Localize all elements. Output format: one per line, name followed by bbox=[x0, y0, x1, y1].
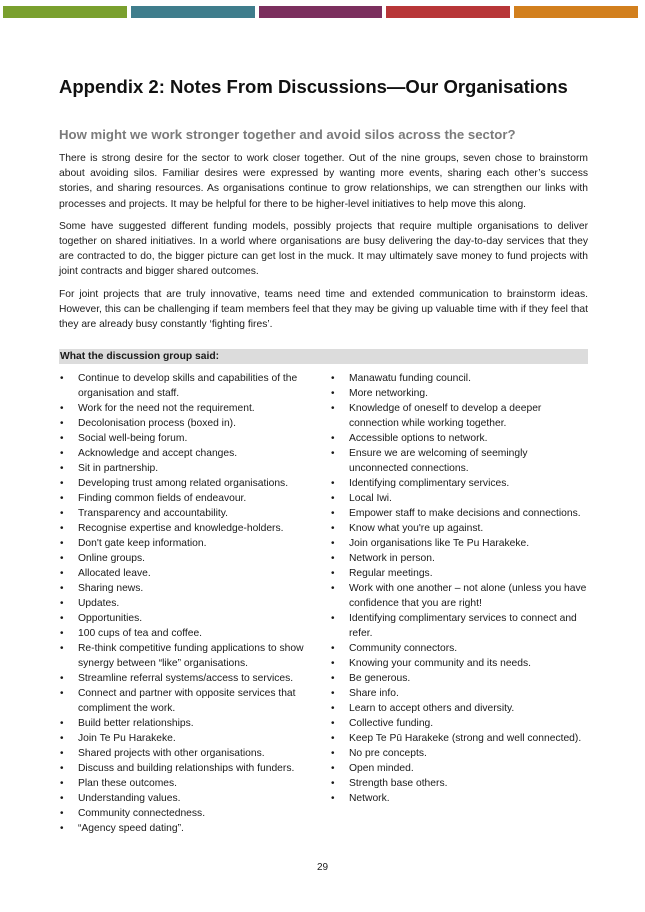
list-item-text: Keep Te Pū Harakeke (strong and well connected). bbox=[349, 733, 582, 744]
bullet-icon: • bbox=[60, 403, 64, 414]
bullet-icon: • bbox=[60, 763, 64, 774]
bullet-icon: • bbox=[331, 613, 335, 624]
list-item bbox=[330, 641, 588, 656]
list-item bbox=[330, 506, 588, 521]
list-item bbox=[59, 686, 314, 716]
list-item-text: Build better relationships. bbox=[78, 718, 194, 729]
list-item bbox=[59, 416, 314, 431]
bullet-icon: • bbox=[60, 538, 64, 549]
list-item-text: Social well-being forum. bbox=[78, 433, 188, 444]
list-item-text: Understanding values. bbox=[78, 793, 181, 804]
section-subheading: How might we work stronger together and avoid silos across the sector? bbox=[59, 127, 516, 142]
bullet-icon: • bbox=[60, 568, 64, 579]
list-item bbox=[59, 461, 314, 476]
bullet-icon: • bbox=[331, 778, 335, 789]
list-item bbox=[330, 791, 588, 806]
list-item-text: Collective funding. bbox=[349, 718, 434, 729]
bullet-icon: • bbox=[60, 643, 64, 654]
bullet-icon: • bbox=[331, 373, 335, 384]
bullet-icon: • bbox=[60, 778, 64, 789]
bullet-icon: • bbox=[331, 553, 335, 564]
list-item-text: No pre concepts. bbox=[349, 748, 427, 759]
list-item-text: Allocated leave. bbox=[78, 568, 151, 579]
bullet-icon: • bbox=[331, 673, 335, 684]
bullet-icon: • bbox=[60, 613, 64, 624]
list-item bbox=[330, 686, 588, 701]
list-item-text: Opportunities. bbox=[78, 613, 143, 624]
list-item-text: Empower staff to make decisions and connections. bbox=[349, 508, 581, 519]
bullet-icon: • bbox=[331, 658, 335, 669]
list-item-text: Be generous. bbox=[349, 673, 411, 684]
list-item bbox=[59, 566, 314, 581]
list-item-text: Continue to develop skills and capabilities of the organisation and staff. bbox=[78, 373, 298, 399]
color-bar-segment bbox=[131, 6, 255, 18]
bullet-icon: • bbox=[60, 448, 64, 459]
list-item-text: Identifying complimentary services. bbox=[349, 478, 510, 489]
list-item bbox=[330, 371, 588, 386]
bullet-icon: • bbox=[331, 718, 335, 729]
left-bullet-list bbox=[59, 371, 314, 836]
list-item bbox=[59, 446, 314, 461]
list-item-text: Network in person. bbox=[349, 553, 435, 564]
bullet-icon: • bbox=[331, 523, 335, 534]
list-item bbox=[330, 551, 588, 566]
bullet-icon: • bbox=[60, 463, 64, 474]
bullet-icon: • bbox=[331, 403, 335, 414]
list-item-text: Ensure we are welcoming of seemingly unconnected connections. bbox=[349, 448, 528, 474]
bullet-icon: • bbox=[60, 598, 64, 609]
list-item bbox=[59, 611, 314, 626]
bullet-icon: • bbox=[331, 478, 335, 489]
list-item-text: 100 cups of tea and coffee. bbox=[78, 628, 203, 639]
list-item-text: “Agency speed dating”. bbox=[78, 823, 184, 834]
bullet-icon: • bbox=[331, 748, 335, 759]
list-item-text: Developing trust among related organisations. bbox=[78, 478, 289, 489]
list-item bbox=[330, 746, 588, 761]
paragraph: For joint projects that are truly innovative, teams need time and extended communication to brainstorm ideas. However, this can be challenging if team members feel that they may be giving up valuable time with if they feel that they are already busy constantly ‘fighting fires’. bbox=[59, 288, 588, 331]
bullet-icon: • bbox=[331, 538, 335, 549]
bullet-icon: • bbox=[331, 643, 335, 654]
list-item bbox=[330, 521, 588, 536]
list-item bbox=[59, 521, 314, 536]
list-item bbox=[59, 551, 314, 566]
list-item bbox=[330, 701, 588, 716]
page-title: Appendix 2: Notes From Discussions—Our Organisations bbox=[59, 76, 568, 97]
list-item bbox=[59, 716, 314, 731]
list-item bbox=[59, 491, 314, 506]
list-item-text: Open minded. bbox=[349, 763, 414, 774]
page-number: 29 bbox=[316, 862, 329, 873]
bullet-icon: • bbox=[60, 433, 64, 444]
bullet-icon: • bbox=[60, 823, 64, 834]
list-item bbox=[59, 641, 314, 671]
list-item-text: Online groups. bbox=[78, 553, 145, 564]
list-item bbox=[59, 371, 314, 401]
bullet-icon: • bbox=[331, 493, 335, 504]
bullet-icon: • bbox=[60, 523, 64, 534]
list-item bbox=[59, 806, 314, 821]
list-item-text: Plan these outcomes. bbox=[78, 778, 178, 789]
bullet-icon: • bbox=[60, 583, 64, 594]
list-item-text: Strength base others. bbox=[349, 778, 448, 789]
list-item-text: Finding common fields of endeavour. bbox=[78, 493, 247, 504]
list-item bbox=[330, 761, 588, 776]
list-item bbox=[330, 536, 588, 551]
bullet-icon: • bbox=[60, 508, 64, 519]
list-item bbox=[330, 611, 588, 641]
bullet-icon: • bbox=[60, 673, 64, 684]
list-item bbox=[330, 446, 588, 476]
list-item bbox=[59, 596, 314, 611]
bullet-icon: • bbox=[60, 373, 64, 384]
list-item bbox=[59, 506, 314, 521]
list-item-text: Updates. bbox=[78, 598, 120, 609]
color-bar-segment bbox=[3, 6, 127, 18]
list-item-text: Join Te Pu Harakeke. bbox=[78, 733, 176, 744]
bullet-icon: • bbox=[60, 733, 64, 744]
list-item-text: Work for the need not the requirement. bbox=[78, 403, 255, 414]
color-bar-segment bbox=[386, 6, 510, 18]
bullet-icon: • bbox=[331, 733, 335, 744]
list-item-text: Re-think competitive funding applications to show synergy between “like” organisations. bbox=[78, 643, 304, 669]
list-item bbox=[330, 476, 588, 491]
body-text bbox=[59, 151, 588, 339]
list-item bbox=[59, 431, 314, 446]
decorative-color-bar bbox=[3, 6, 638, 18]
list-item-text: Join organisations like Te Pu Harakeke. bbox=[349, 538, 530, 549]
list-item-text: Sharing news. bbox=[78, 583, 144, 594]
list-item-text: Manawatu funding council. bbox=[349, 373, 471, 384]
bullet-icon: • bbox=[60, 628, 64, 639]
bullet-icon: • bbox=[60, 808, 64, 819]
list-item-text: Recognise expertise and knowledge-holders. bbox=[78, 523, 284, 534]
list-item-text: Regular meetings. bbox=[349, 568, 433, 579]
list-item bbox=[59, 731, 314, 746]
bullet-icon: • bbox=[331, 388, 335, 399]
paragraph: There is strong desire for the sector to work closer together. Out of the nine groups, seven chose to brainstorm about avoiding silos. Familiar desires were expressed by wanting more events, sharing each other’s success stories, and sharing resources. As organisations continue to grow relationships, we can strengthen our links with processes and projects. It may be helpful for there to be higher-level initiatives to help move this along. bbox=[59, 153, 588, 210]
list-item-text: Knowledge of oneself to develop a deeper connection while working together. bbox=[349, 403, 542, 429]
list-item bbox=[330, 731, 588, 746]
list-item-text: More networking. bbox=[349, 388, 428, 399]
discussion-group-header: What the discussion group said: bbox=[59, 349, 588, 364]
bullet-icon: • bbox=[60, 793, 64, 804]
list-item-text: Community connectors. bbox=[349, 643, 458, 654]
list-item bbox=[330, 671, 588, 686]
list-item bbox=[59, 791, 314, 806]
paragraph: Some have suggested different funding models, possibly projects that require multiple organisations to deliver together on shared initiatives. In a world where organisations are busy delivering the day-to-day services that they are contracted to do, the bigger picture can get lost in the muck. It may ultimately save money to fund projects with joint contracts and bigger shared outcomes. bbox=[59, 220, 588, 278]
list-item bbox=[59, 761, 314, 776]
list-item-text: Streamline referral systems/access to services. bbox=[78, 673, 294, 684]
list-item-text: Connect and partner with opposite services that compliment the work. bbox=[78, 688, 296, 714]
bullet-icon: • bbox=[331, 433, 335, 444]
bullet-icon: • bbox=[331, 703, 335, 714]
bullet-icon: • bbox=[331, 448, 335, 459]
list-item bbox=[330, 716, 588, 731]
list-item bbox=[59, 821, 314, 836]
list-item bbox=[330, 431, 588, 446]
bullet-icon: • bbox=[331, 793, 335, 804]
bullet-icon: • bbox=[331, 763, 335, 774]
list-item bbox=[330, 566, 588, 581]
bullet-icon: • bbox=[331, 508, 335, 519]
list-item bbox=[330, 386, 588, 401]
list-item-text: Accessible options to network. bbox=[349, 433, 488, 444]
color-bar-segment bbox=[259, 6, 383, 18]
list-item-text: Local Iwi. bbox=[349, 493, 392, 504]
list-item-text: Shared projects with other organisations. bbox=[78, 748, 265, 759]
color-bar-segment bbox=[514, 6, 638, 18]
list-item-text: Identifying complimentary services to connect and refer. bbox=[349, 613, 577, 639]
bullet-icon: • bbox=[60, 748, 64, 759]
bullet-icon: • bbox=[60, 553, 64, 564]
list-item bbox=[59, 401, 314, 416]
list-item bbox=[59, 671, 314, 686]
list-item bbox=[59, 746, 314, 761]
list-item-text: Don't gate keep information. bbox=[78, 538, 207, 549]
bullet-icon: • bbox=[60, 718, 64, 729]
list-item-text: Sit in partnership. bbox=[78, 463, 159, 474]
list-item bbox=[59, 776, 314, 791]
list-item-text: Decolonisation process (boxed in). bbox=[78, 418, 236, 429]
bullet-icon: • bbox=[60, 418, 64, 429]
list-item bbox=[330, 401, 588, 431]
bullet-icon: • bbox=[331, 688, 335, 699]
bullet-icon: • bbox=[60, 493, 64, 504]
list-item bbox=[59, 476, 314, 491]
list-item-text: Network. bbox=[349, 793, 390, 804]
bullet-icon: • bbox=[331, 568, 335, 579]
list-item-text: Knowing your community and its needs. bbox=[349, 658, 532, 669]
list-item-text: Discuss and building relationships with funders. bbox=[78, 763, 295, 774]
right-bullet-list bbox=[330, 371, 588, 806]
list-item bbox=[330, 776, 588, 791]
list-item-text: Transparency and accountability. bbox=[78, 508, 228, 519]
list-item bbox=[59, 626, 314, 641]
list-item bbox=[59, 581, 314, 596]
list-item-text: Acknowledge and accept changes. bbox=[78, 448, 238, 459]
list-item-text: Community connectedness. bbox=[78, 808, 206, 819]
list-item bbox=[330, 581, 588, 611]
list-item bbox=[330, 656, 588, 671]
list-item-text: Learn to accept others and diversity. bbox=[349, 703, 515, 714]
bullet-icon: • bbox=[60, 478, 64, 489]
list-item-text: Work with one another – not alone (unless you have confidence that you are right! bbox=[349, 583, 587, 609]
list-item bbox=[330, 491, 588, 506]
bullet-icon: • bbox=[60, 688, 64, 699]
list-item-text: Know what you're up against. bbox=[349, 523, 484, 534]
list-item bbox=[59, 536, 314, 551]
list-item-text: Share info. bbox=[349, 688, 399, 699]
bullet-icon: • bbox=[331, 583, 335, 594]
